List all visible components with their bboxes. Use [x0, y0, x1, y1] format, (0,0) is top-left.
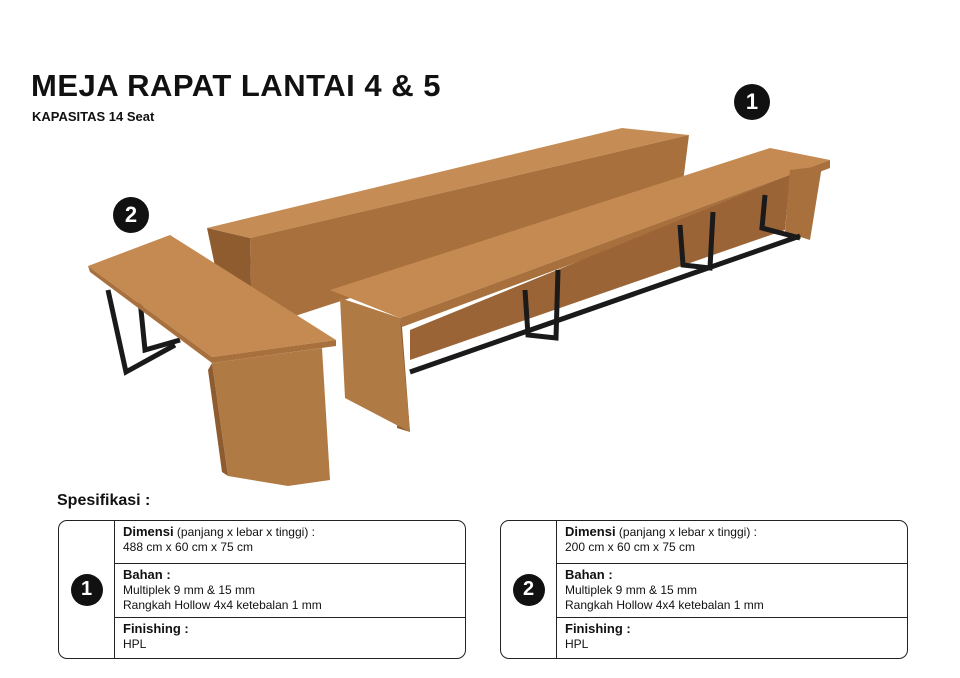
material-value-1: Multiplek 9 mm & 15 mm: [565, 583, 698, 597]
material-value-1: Multiplek 9 mm & 15 mm: [123, 583, 256, 597]
material-row: [557, 564, 907, 618]
spec-box-1: [58, 520, 466, 659]
material-row: [115, 564, 465, 618]
material-value-2: Rangkah Hollow 4x4 ketebalan 1 mm: [565, 598, 764, 612]
finishing-row: [557, 618, 907, 658]
material-label: Bahan :: [565, 567, 613, 582]
finishing-row: [115, 618, 465, 658]
spec-box-2: [500, 520, 908, 659]
dimension-note: (panjang x lebar x tinggi) :: [173, 525, 315, 539]
capacity-subtitle: KAPASITAS 14 Seat: [32, 109, 155, 124]
dimension-value: 488 cm x 60 cm x 75 cm: [123, 540, 254, 554]
dimension-label: Dimensi: [123, 524, 174, 539]
finishing-label: Finishing :: [565, 621, 631, 636]
dimension-row: [115, 521, 465, 564]
material-value-2: Rangkah Hollow 4x4 ketebalan 1 mm: [123, 598, 322, 612]
label-badge-2: 2: [113, 197, 149, 233]
spec-number-badge: 2: [513, 574, 545, 606]
finishing-value: HPL: [565, 637, 589, 651]
label-badge-1: 1: [734, 84, 770, 120]
dimension-note: (panjang x lebar x tinggi) :: [615, 525, 757, 539]
dimension-label: Dimensi: [565, 524, 616, 539]
spec-heading: Spesifikasi :: [57, 492, 151, 509]
spec-number-badge: 1: [71, 574, 103, 606]
page-title: MEJA RAPAT LANTAI 4 & 5: [31, 68, 441, 103]
dimension-row: [557, 521, 907, 564]
finishing-label: Finishing :: [123, 621, 189, 636]
material-label: Bahan :: [123, 567, 171, 582]
dimension-value: 200 cm x 60 cm x 75 cm: [565, 540, 696, 554]
finishing-value: HPL: [123, 637, 147, 651]
